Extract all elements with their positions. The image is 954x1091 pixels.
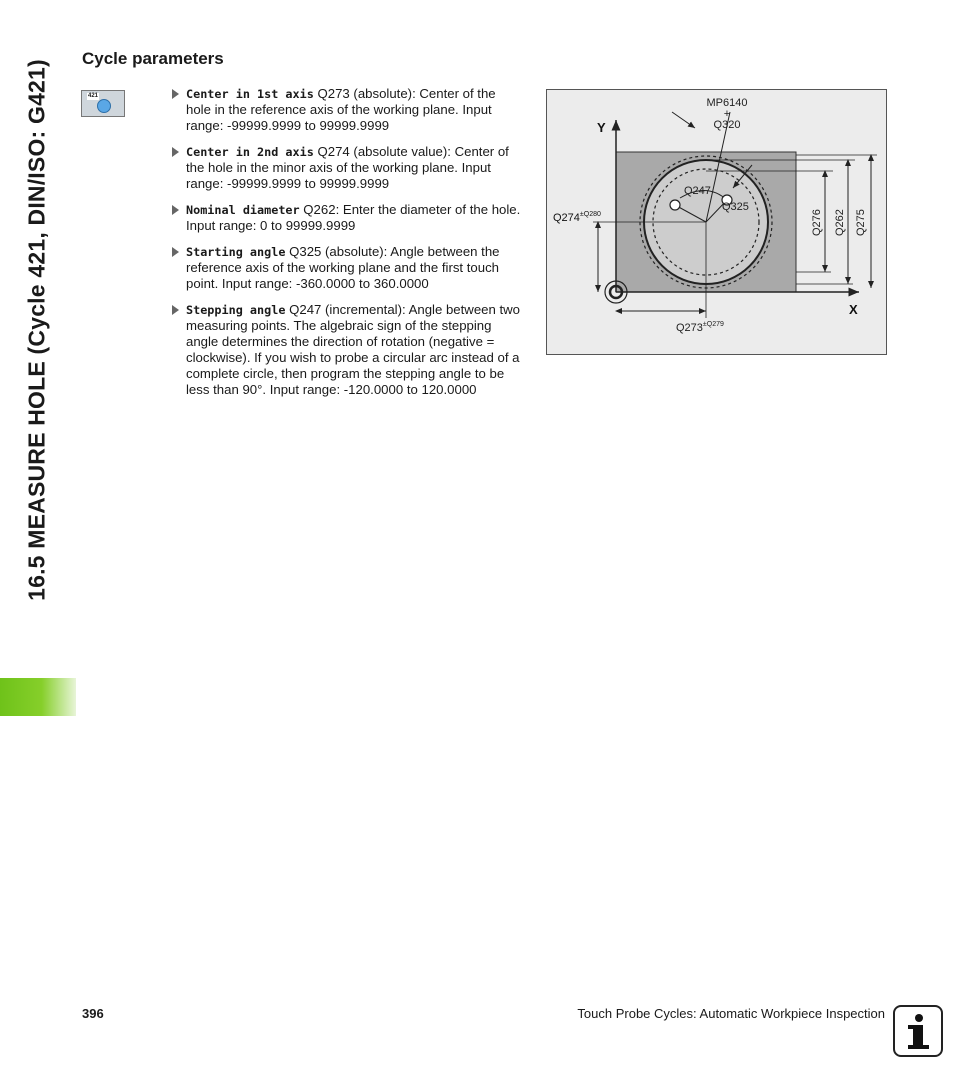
label-q262: Q262 (834, 209, 846, 236)
info-icon-dot (915, 1014, 923, 1022)
parameter-description: Q262: Enter the diameter of the hole. Input range: 0 to 99999.9999 (186, 202, 521, 233)
page-number: 396 (82, 1006, 104, 1021)
label-q247: Q247 (684, 185, 711, 197)
label-x-axis: X (849, 302, 858, 317)
label-q325: Q325 (722, 201, 749, 213)
section-heading: Cycle parameters (82, 49, 224, 68)
label-q320: Q320 (713, 119, 741, 131)
mp6140-arrow-in (672, 112, 695, 128)
probe-point-1 (670, 200, 680, 210)
label-q275: Q275 (855, 209, 867, 236)
cycle-421-softkey (81, 90, 125, 117)
parameter-description: Q274 (absolute value): Center of the hole in the minor axis of the working plane. Input range: -99999.9999 to 99999.9999 (186, 144, 509, 191)
chapter-tab-marker (0, 678, 76, 716)
parameter-description: Q273 (absolute): Center of the hole in the reference axis of the working plane. Input range: -99999.9999 to 99999.9999 (186, 86, 496, 133)
info-icon-stem (913, 1025, 923, 1047)
bullet-triangle-icon (172, 305, 179, 315)
label-q273: $Q273^{\pm Q279}$ (676, 321, 724, 334)
bullet-triangle-icon (172, 205, 179, 215)
measure-hole-diagram (546, 89, 887, 355)
parameter-item (172, 202, 524, 234)
parameter-item (172, 144, 524, 192)
parameter-description: Q325 (absolute): Angle between the reference axis of the working plane and the first touch point. Input range: -360.0000 to 360.0000 (186, 244, 500, 291)
parameter-item (172, 302, 524, 398)
running-title: Touch Probe Cycles: Automatic Workpiece Inspection (577, 1006, 885, 1021)
info-icon-base (908, 1045, 929, 1049)
bullet-triangle-icon (172, 147, 179, 157)
label-q274: $Q274^{\pm Q280}$ (553, 211, 601, 224)
parameter-item (172, 86, 524, 134)
softkey-label: 421 (88, 93, 99, 99)
bullet-triangle-icon (172, 89, 179, 99)
label-mp6140: MP6140 (706, 97, 748, 109)
parameter-description: Q247 (incremental): Angle between two measuring points. The algebraic sign of the stepping angle determines the direction of rotation (negative = clockwise). If you wish to probe a circular arc instead of a complete circle, then program the stepping angle to be less than 90°. Input range: -120.0000 to 120.0000 (186, 302, 521, 397)
parameter-name: Center in 1st axis (186, 87, 314, 101)
hole-icon (97, 99, 111, 113)
info-icon (893, 1005, 943, 1057)
parameter-name: Nominal diameter (186, 203, 300, 217)
chapter-title-vertical (17, 10, 57, 650)
label-y-axis: Y (597, 120, 606, 135)
label-plus: + (723, 108, 731, 120)
parameter-item (172, 244, 524, 292)
chapter-title-text: 16.5 MEASURE HOLE (Cycle 421, DIN/ISO: G421) (23, 59, 50, 601)
parameter-list (172, 86, 524, 408)
parameter-name: Stepping angle (186, 303, 286, 317)
bullet-triangle-icon (172, 247, 179, 257)
parameter-name: Center in 2nd axis (186, 145, 314, 159)
label-q276: Q276 (811, 209, 823, 236)
parameter-name: Starting angle (186, 245, 286, 259)
